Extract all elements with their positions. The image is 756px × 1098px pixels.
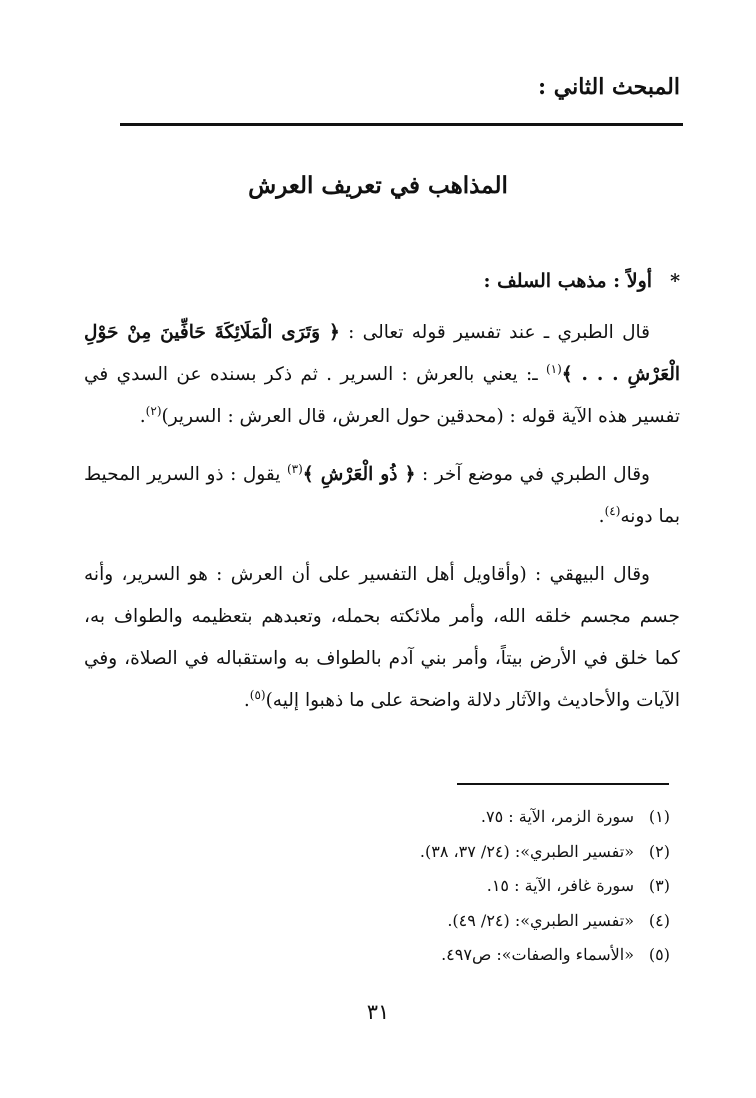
subheading-text: أولاً : مذهب السلف : xyxy=(483,270,653,292)
paragraph-lead: قال الطبري ـ عند تفسير قوله تعالى : xyxy=(339,322,651,343)
section-label: المبحث الثاني : xyxy=(537,74,680,100)
footnote-number: (٤) xyxy=(648,910,670,930)
quran-verse: ﴿ ذُو الْعَرْشِ ﴾ xyxy=(302,464,416,485)
paragraph-body: يقول : ذو السرير المحيط بما دونه xyxy=(84,464,680,527)
chapter-title: المذاهب في تعريف العرش xyxy=(248,172,508,199)
header-rule xyxy=(120,123,683,126)
paragraph-end: . xyxy=(139,406,146,427)
footnote-ref: (٢) xyxy=(145,403,162,418)
page-number: ٣١ xyxy=(366,1000,390,1024)
footnote-text: سورة غافر، الآية : ١٥. xyxy=(486,876,634,895)
body-text xyxy=(84,312,680,738)
footnote-text: «تفسير الطبري»: (٢٤/ ٣٧، ٣٨). xyxy=(419,841,634,861)
footnote-item xyxy=(110,837,670,872)
footnote-number: (٣) xyxy=(648,876,670,895)
footnote-item xyxy=(110,940,670,975)
paragraph-end: . xyxy=(243,690,250,711)
footnote-item xyxy=(110,802,670,837)
footnote-number: (٥) xyxy=(648,945,670,964)
paragraph-lead: وقال الطبري في موضع آخر : xyxy=(415,464,650,485)
footnote-number: (١) xyxy=(648,807,670,826)
footnote-number: (٢) xyxy=(648,841,670,861)
paragraph-tabari-2 xyxy=(84,454,680,538)
footnote-ref: (٤) xyxy=(604,503,621,518)
quran-verse: ﴿ وَتَرَى الْمَلَائِكَةَ حَافِّينَ مِنْ حَوْلِ الْعَرْشِ . . . ﴾ xyxy=(84,322,680,385)
footnote-item xyxy=(110,906,670,941)
paragraph-end: . xyxy=(598,506,605,527)
footnote-text: «تفسير الطبري»: (٢٤/ ٤٩). xyxy=(447,910,634,930)
footnote-rule xyxy=(457,783,669,785)
footnote-ref: (١) xyxy=(545,361,562,376)
footnote-text: سورة الزمر، الآية : ٧٥. xyxy=(480,807,634,826)
footnote-ref: (٥) xyxy=(249,687,266,702)
footnote-text: «الأسماء والصفات»: ص٤٩٧. xyxy=(441,945,634,964)
star-marker: * xyxy=(670,270,680,292)
paragraph-body: وقال البيهقي : (وأقاويل أهل التفسير على أن العرش : هو السرير، وأنه جسم مجسم خلقه الله، وأمر ملائكته بحمله، وتعبدهم بتعظيمه والطواف به، كما خلق في الأرض بيتاً، وأمر بني آدم بالطواف به واستقباله في الصلاة، وفي الآيات والأحاديث والآثار دلالة واضحة على ما ذهبوا إليه) xyxy=(84,564,680,711)
paragraph-bayhaqi xyxy=(84,554,680,722)
footnote-item xyxy=(110,871,670,906)
footnotes-list xyxy=(110,802,670,975)
subheading xyxy=(483,270,680,292)
paragraph-body: ـ: يعني بالعرش : السرير . ثم ذكر بسنده عن السدي في تفسير هذه الآية قوله : (محدقين حول العرش، قال العرش : السرير) xyxy=(84,364,680,427)
footnote-ref: (٣) xyxy=(286,461,303,476)
paragraph-tabari-1 xyxy=(84,312,680,438)
